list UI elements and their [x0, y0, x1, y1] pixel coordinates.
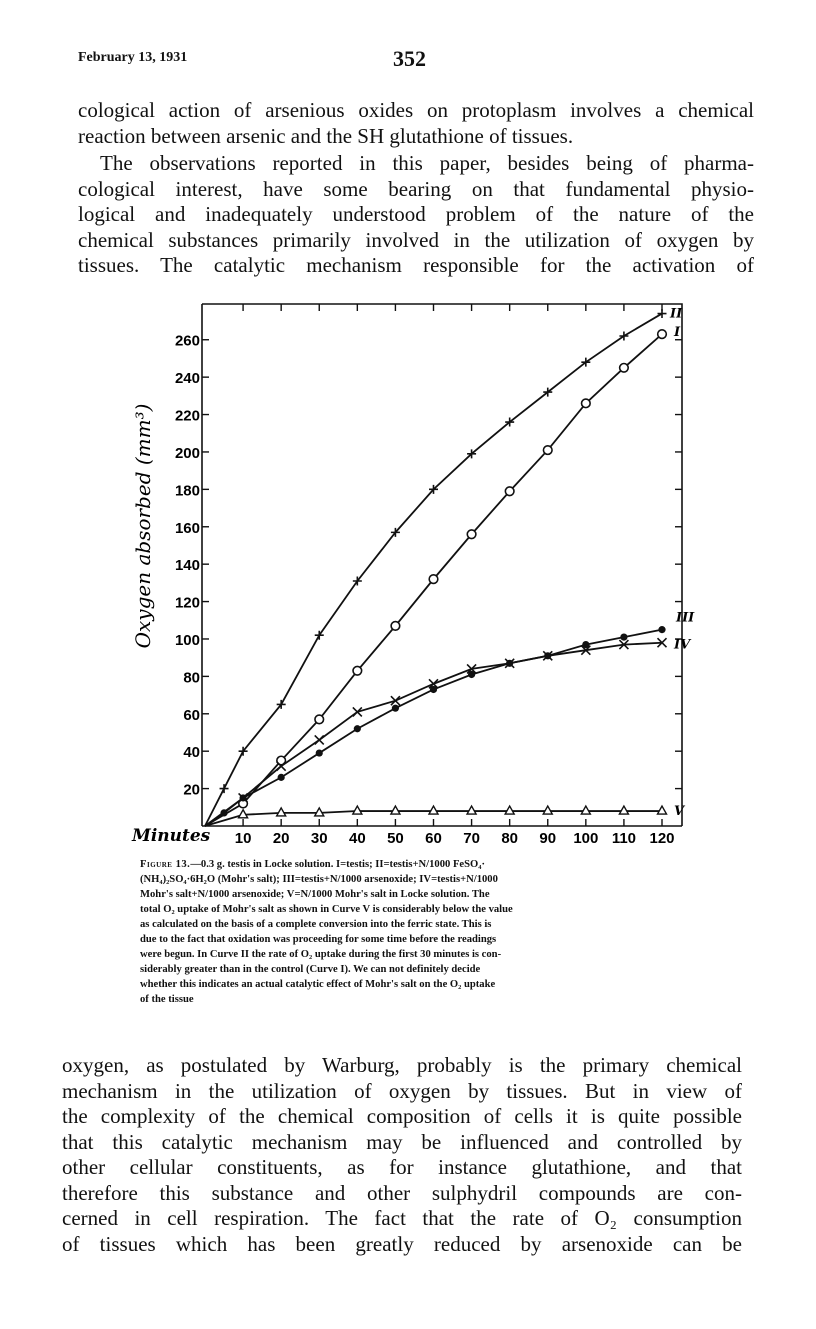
text-line: chemical substances primarily involved in the utilization of oxygen by — [78, 227, 754, 252]
circle-marker — [467, 530, 476, 539]
plus-marker — [658, 309, 667, 318]
circle-marker — [658, 330, 667, 339]
circle-marker — [353, 666, 362, 675]
frame-top-right — [202, 304, 682, 826]
filled-circle-marker — [392, 705, 399, 712]
series-iv — [205, 638, 692, 826]
x-tick-label: 120 — [649, 830, 675, 846]
x-tick-label: 90 — [539, 830, 557, 846]
x-tick-label: 20 — [272, 830, 290, 846]
x-axis-label: Minutes — [132, 826, 211, 846]
paragraph-1 — [78, 98, 754, 149]
plus-marker — [220, 784, 229, 793]
filled-circle-marker — [316, 749, 323, 756]
triangle-marker — [581, 806, 590, 814]
x-tick-label: 80 — [501, 830, 519, 846]
caption-line: —0.3 g. testis in Locke solution. I=testis; II=testis+N/1000 FeSO₄· — [190, 859, 485, 870]
filled-circle-marker — [354, 725, 361, 732]
x-tick-label: 100 — [573, 830, 599, 846]
header-date: February 13, 1931 — [78, 50, 188, 65]
triangle-marker — [505, 806, 514, 814]
circle-marker — [315, 715, 324, 724]
y-tick-label: 260 — [174, 332, 200, 350]
figure-label: Figure 13. — [140, 859, 191, 870]
caption-line: Mohr's salt+N/1000 arsenoxide; V=N/1000 Mohr's salt in Locke solution. The — [140, 889, 490, 900]
text-line: mechanism in the utilization of oxygen by tissues. But in view of — [62, 1078, 742, 1103]
circle-marker — [582, 399, 591, 408]
y-tick-label: 200 — [174, 444, 200, 462]
y-tick-label: 80 — [183, 669, 200, 687]
text-line: The observations reported in this paper, besides being of pharma- — [100, 151, 754, 175]
y-tick-label: 220 — [174, 407, 200, 425]
text-line: reaction between arsenic and the SH glutathione of tissues. — [78, 123, 574, 148]
series-layer — [205, 307, 695, 826]
circle-marker — [429, 575, 438, 584]
paragraph-2 — [78, 151, 754, 279]
caption-line: of the tissue — [140, 994, 194, 1005]
oxygen-uptake-chart — [110, 296, 700, 846]
text-line: oxygen, as postulated by Warburg, probably is the primary chemical — [62, 1053, 742, 1077]
series-label: II — [670, 306, 683, 322]
series-label: III — [676, 610, 695, 626]
text-line: therefore this substance and other sulphydril compounds are con- — [62, 1180, 742, 1205]
paragraph-3 — [62, 1053, 742, 1257]
triangle-marker — [543, 806, 552, 814]
x-tick-label: 40 — [348, 830, 366, 846]
y-tick-label: 60 — [183, 706, 200, 724]
triangle-marker — [391, 806, 400, 814]
caption-line: due to the fact that oxidation was proceeding for some time before the readings — [140, 934, 497, 945]
text-line: cerned in cell respiration. The fact that the rate of O₂ consumption — [62, 1206, 742, 1230]
y-tick-label: 100 — [174, 631, 200, 649]
circle-marker — [620, 363, 629, 372]
y-tick-label: 240 — [174, 370, 200, 388]
x-tick-label: 70 — [463, 830, 480, 846]
y-tick-label: 180 — [174, 482, 200, 500]
series-line — [205, 630, 662, 826]
triangle-marker — [353, 806, 362, 814]
text-line: the complexity of the chemical composition of cells it is quite possible — [62, 1104, 742, 1128]
caption-line: siderably greater than in the control (Curve I). We can not definitely decide — [140, 964, 481, 975]
text-line: of tissues which has been greatly reduced by arsenoxide can be — [62, 1231, 742, 1256]
caption-line: as calculated on the basis of a complete conversion into the ferric state. This is — [140, 919, 492, 930]
series-label: I — [674, 325, 681, 341]
triangle-marker — [619, 806, 628, 814]
y-tick-label: 40 — [183, 744, 200, 762]
y-tick-label: 120 — [174, 594, 200, 612]
series-line — [205, 314, 662, 826]
text-line: cological interest, have some bearing on that fundamental physio- — [78, 176, 754, 201]
filled-circle-marker — [658, 626, 665, 633]
circle-marker — [505, 487, 514, 496]
cross-marker — [315, 735, 324, 744]
y-axis — [175, 333, 682, 799]
filled-circle-marker — [620, 634, 627, 641]
triangle-marker — [467, 806, 476, 814]
triangle-marker — [658, 806, 667, 814]
series-label: V — [674, 804, 685, 820]
text-line: other cellular constituents, as for instance glutathione, and that — [62, 1155, 742, 1179]
y-tick-label: 140 — [174, 557, 200, 575]
caption-line: (NH₄)₂SO₄·6H₂O (Mohr's salt); III=testis+N/1000 arsenoxide; IV=testis+N/1000 — [140, 874, 498, 885]
series-v — [205, 804, 686, 826]
caption-line: were begun. In Curve II the rate of O₂ uptake during the first 30 minutes is con- — [140, 949, 502, 960]
triangle-marker — [277, 808, 286, 816]
series-i — [205, 325, 681, 826]
x-tick-label: 10 — [234, 830, 252, 846]
y-tick-label: 160 — [174, 519, 200, 537]
x-tick-label: 50 — [387, 830, 404, 846]
circle-marker — [543, 446, 552, 455]
page-number: 352 — [393, 46, 426, 71]
caption-line: whether this indicates an actual catalytic effect of Mohr's salt on the O₂ uptake — [140, 979, 496, 990]
circle-marker — [391, 622, 400, 631]
figure-caption — [140, 857, 674, 1007]
text-line: logical and inadequately understood problem of the nature of the — [78, 202, 754, 226]
x-tick-label: 30 — [310, 830, 328, 846]
series-line — [205, 643, 662, 826]
y-tick-label: 20 — [183, 781, 200, 799]
x-tick-label: 60 — [425, 830, 442, 846]
plot-frame — [202, 304, 682, 826]
x-tick-label: 110 — [611, 830, 637, 846]
filled-circle-marker — [278, 774, 285, 781]
triangle-marker — [429, 806, 438, 814]
caption-line: total O₂ uptake of Mohr's salt as shown in Curve V is considerably below the value — [140, 904, 513, 915]
text-line: cological action of arsenious oxides on protoplasm involves a chemical — [78, 98, 754, 122]
series-label: IV — [674, 637, 691, 653]
y-axis-label: Oxygen absorbed (mm³) — [131, 403, 155, 649]
text-line: that this catalytic mechanism may be influenced and controlled by — [62, 1129, 742, 1154]
text-line: tissues. The catalytic mechanism responsible for the activation of — [78, 253, 754, 277]
